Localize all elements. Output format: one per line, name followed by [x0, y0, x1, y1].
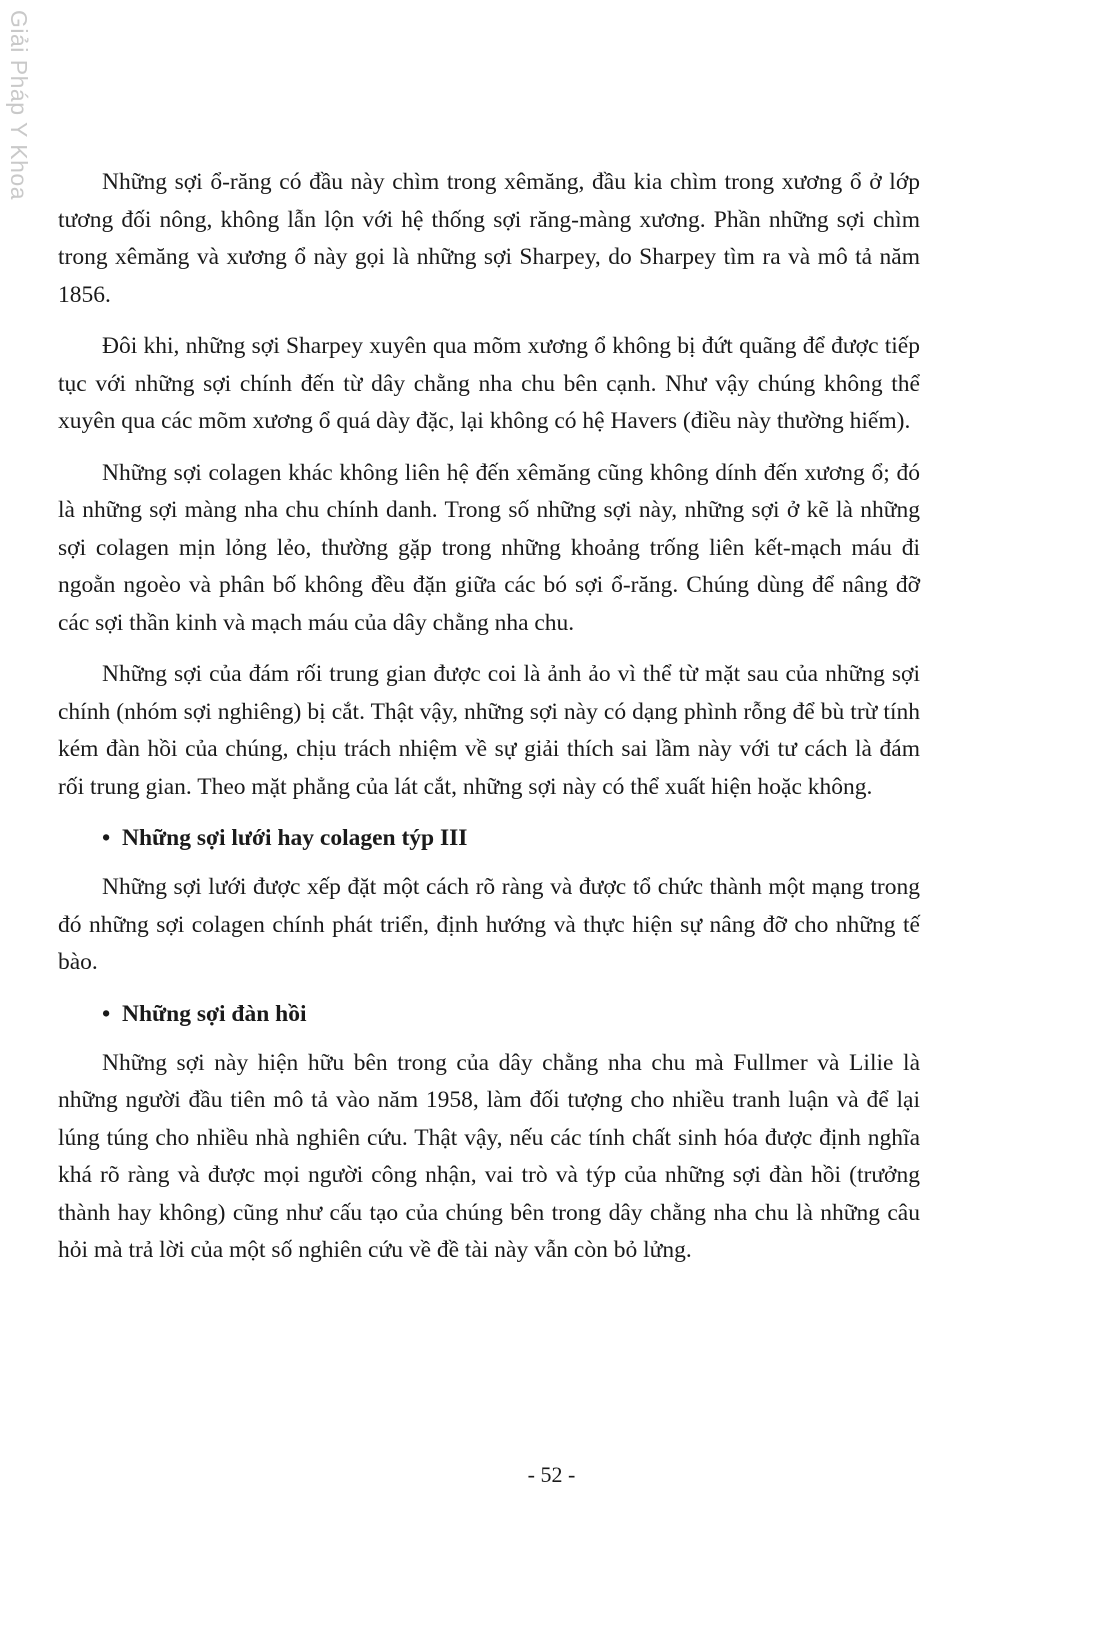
paragraph-intermediate-plexus: Những sợi của đám rối trung gian được coi là ảnh ảo vì thể từ mặt sau của những sợi chính (nhóm sợi nghiêng) bị cắt. Thật vậy, những sợi này có dạng phình rỗng để bù trừ tính kém đàn hồi của chúng, chịu trách nhiệm về sự giải thích sai lầm này với tư cách là đám rối trung gian. Theo mặt phẳng của lát cắt, những sợi này có thể xuất hiện hoặc không. — [58, 661, 920, 800]
watermark-text: Giải Pháp Y Khoa — [6, 10, 32, 201]
heading-text: Những sợi đàn hồi — [122, 1000, 307, 1027]
heading-text: Những sợi lưới hay colagen týp III — [122, 825, 468, 851]
bullet-icon: • — [102, 825, 111, 851]
section-heading-reticular-fibers — [102, 820, 920, 857]
paragraph-reticular-fibers: Những sợi lưới được xếp đặt một cách rõ ràng và được tổ chức thành một mạng trong đó những sợi colagen chính phát triển, định hướng và thực hiện sự nâng đỡ cho những tế bào. — [58, 874, 920, 975]
page-content — [58, 164, 920, 1284]
section-heading-elastic-fibers — [102, 996, 920, 1033]
paragraph-elastic-fibers: Những sợi này hiện hữu bên trong của dây chằng nha chu mà Fullmer và Lilie là những người đầu tiên mô tả vào năm 1958, làm đối tượng cho nhiều tranh luận và để lại lúng túng cho nhiều nhà nghiên cứu. Thật vậy, nếu các tính chất sinh hóa được định nghĩa khá rõ ràng và được mọi người công nhận, vai trò và týp của những sợi đàn hồi (trưởng thành hay không) cũng như cấu tạo của chúng bên trong dây chằng nha chu là những câu hỏi mà trả lời của một số nghiên cứu về đề tài này vẫn còn bỏ lửng. — [58, 1049, 920, 1263]
paragraph-sharpey-fibers: Những sợi ổ-răng có đầu này chìm trong xêmăng, đầu kia chìm trong xương ổ ở lớp tương đối nông, không lẫn lộn với hệ thống sợi răng-màng xương. Phần những sợi chìm trong xêmăng và xương ổ này gọi là những sợi Sharpey, do Sharpey tìm ra và mô tả năm 1856. — [58, 169, 920, 308]
bullet-icon: • — [102, 1000, 111, 1027]
paragraph-sharpey-continuation: Đôi khi, những sợi Sharpey xuyên qua mõm xương ổ không bị đứt quãng để được tiếp tục với những sợi chính đến từ dây chằng nha chu bên cạnh. Như vậy chúng không thể xuyên qua các mõm xương ổ quá dày đặc, lại không có hệ Havers (điều này thường hiếm). — [58, 333, 920, 434]
paragraph-other-collagen: Những sợi colagen khác không liên hệ đến xêmăng cũng không dính đến xương ổ; đó là những sợi màng nha chu chính danh. Trong số những sợi này, những sợi ở kẽ là những sợi colagen mịn lỏng lẻo, thường gặp trong những khoảng trống liên kết-mạch máu đi ngoằn ngoèo và phân bố không đều đặn giữa các bó sợi ổ-răng. Chúng dùng để nâng đỡ các sợi thần kinh và mạch máu của dây chằng nha chu. — [58, 459, 920, 636]
page-number: - 52 - — [527, 1462, 576, 1487]
